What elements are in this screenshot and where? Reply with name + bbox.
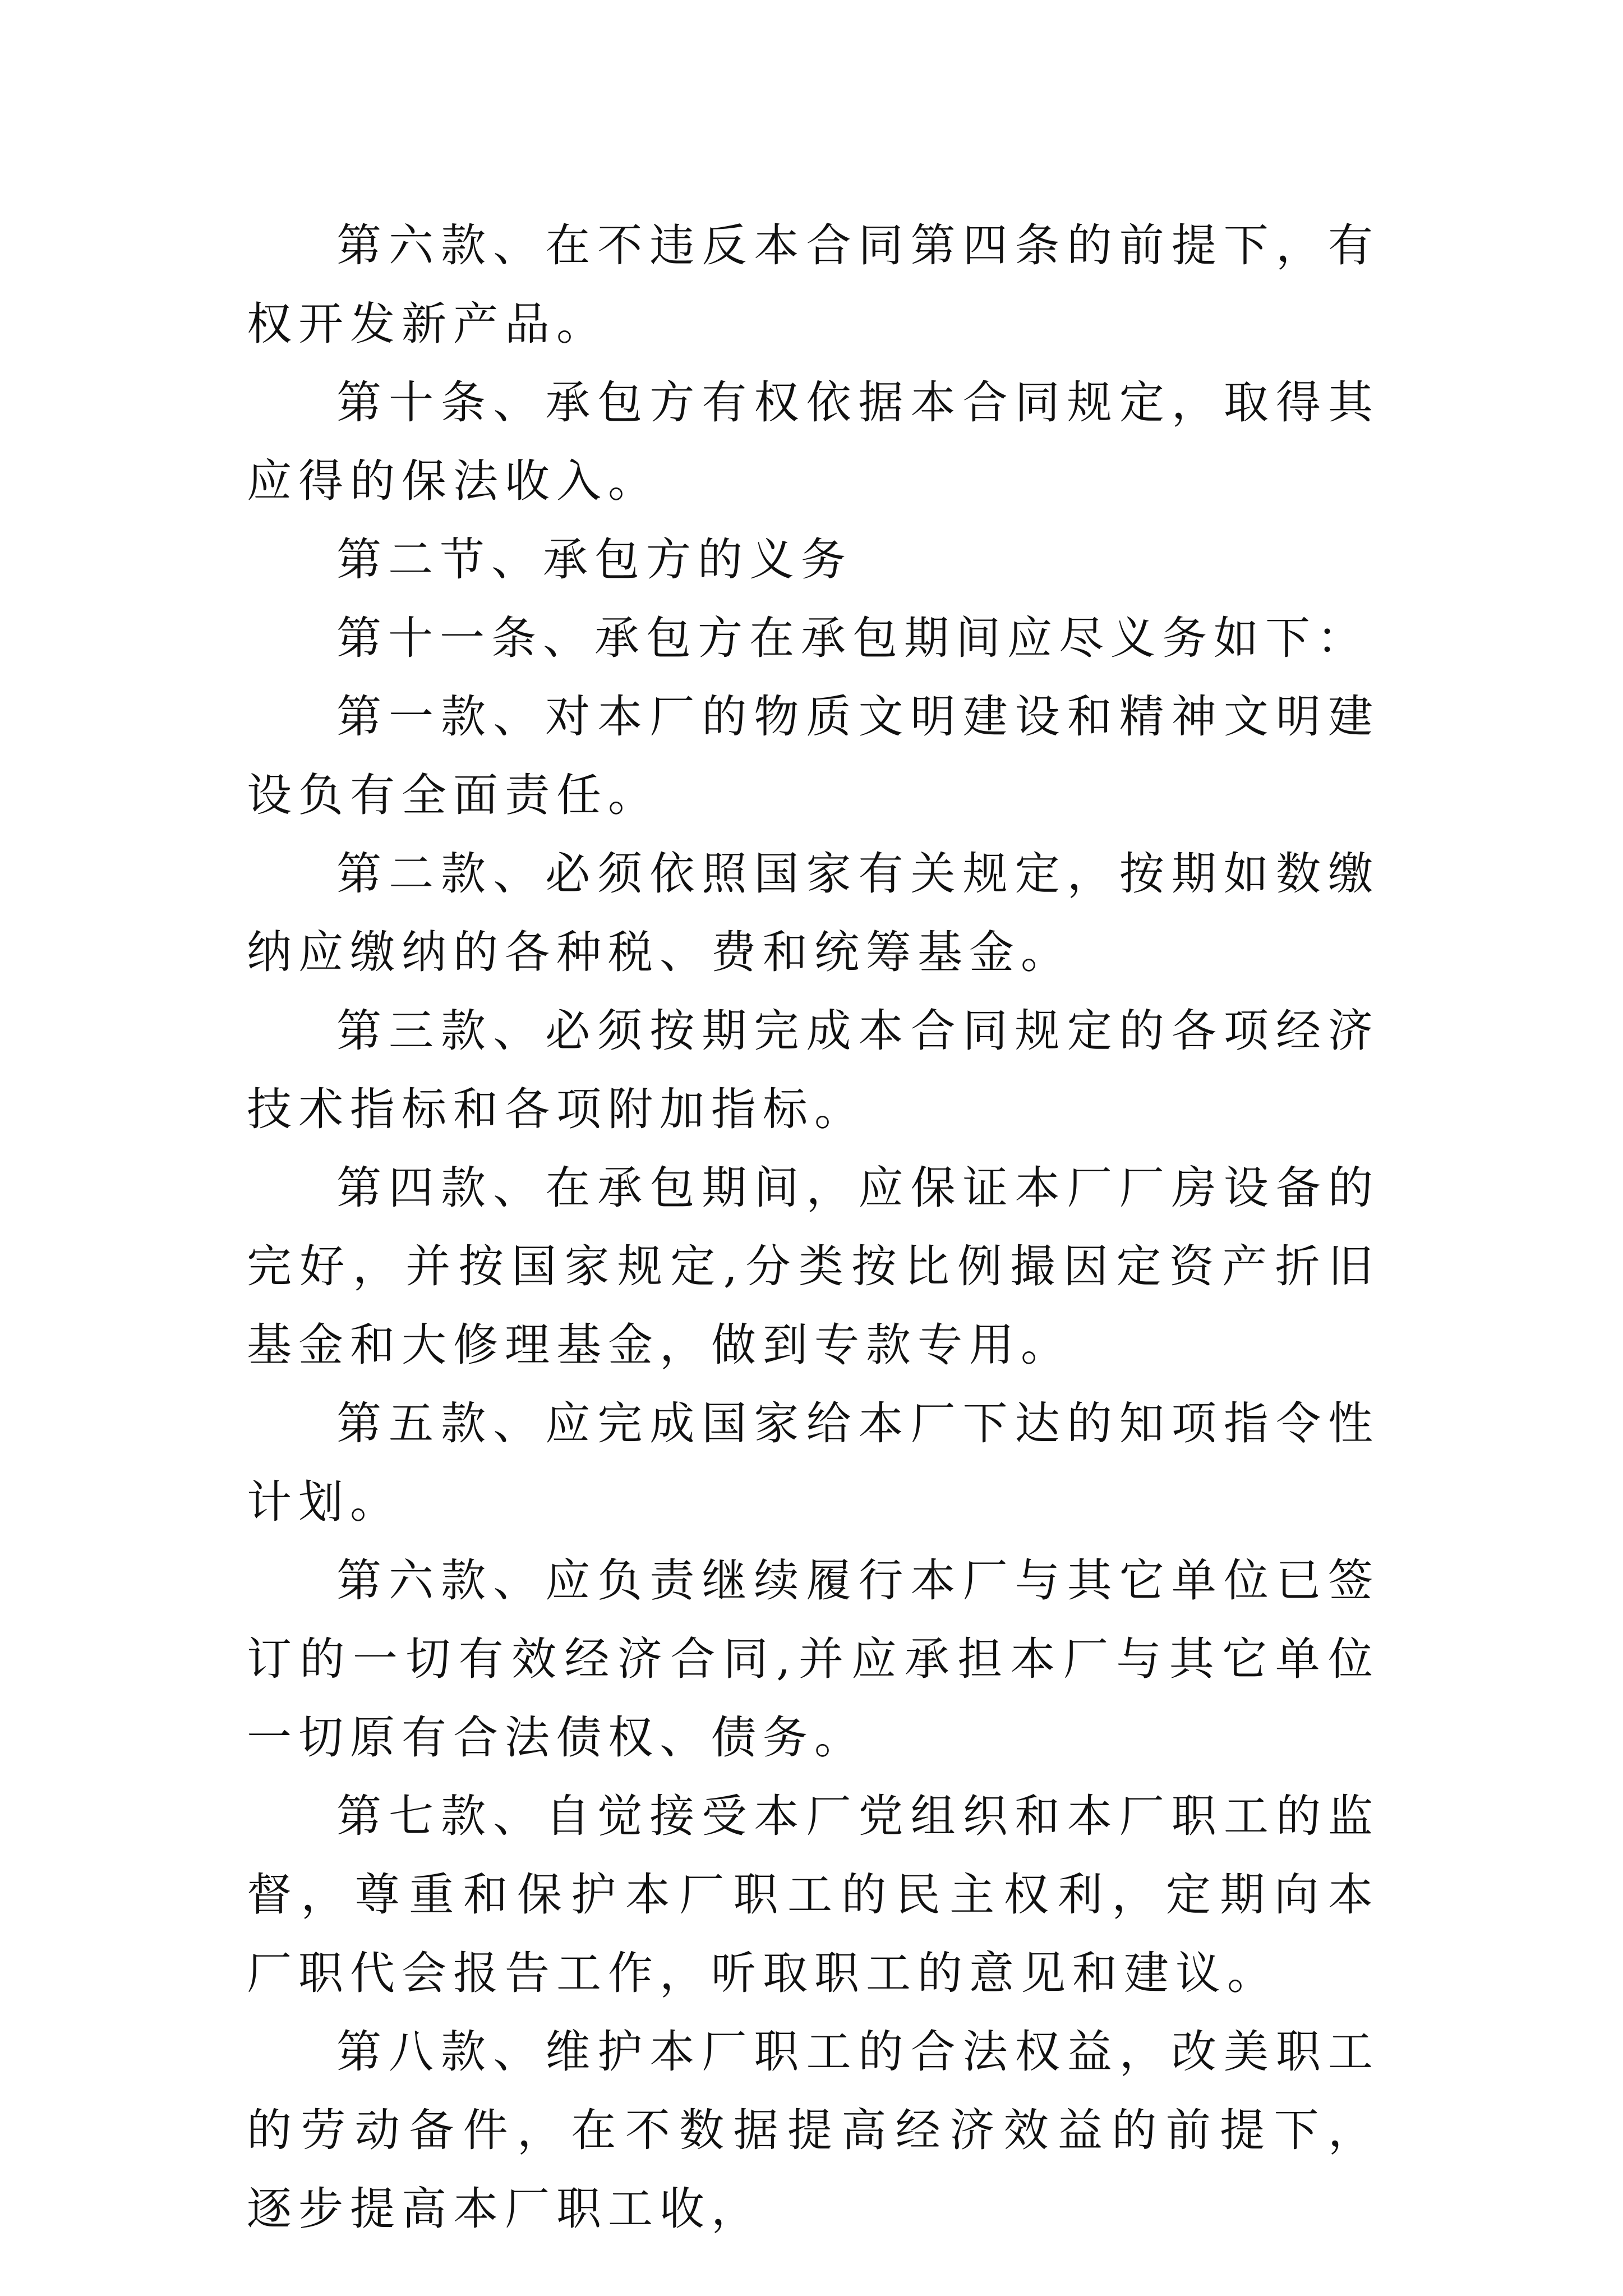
paragraph-10: 第六款、应负责继续履行本厂与其它单位已签订的一切有效经济合同,并应承担本厂与其它单位一切原有合法债权、债务。 [247,1554,1380,1764]
paragraph-1: 第六款、在不违反本合同第四条的前提下，有权开发新产品。 [247,219,1380,350]
paragraph-7: 第三款、必须按期完成本合同规定的各项经济技术指标和各项附加指标。 [247,1005,1380,1135]
paragraph-9: 第五款、应完成国家给本厂下达的知项指令性计划。 [247,1397,1380,1528]
paragraph-4: 第十一条、承包方在承包期间应尽义务如下： [336,612,1368,664]
section-heading: 第二节、承包方的义务 [336,533,852,586]
paragraph-11: 第七款、自觉接受本厂党组织和本厂职工的监督，尊重和保护本厂职工的民主权利，定期向本厂职代会报告工作，听取职工的意见和建议。 [247,1790,1380,1999]
paragraph-2: 第十条、承包方有权依据本合同规定，取得其应得的保法收入。 [247,376,1380,507]
paragraph-12: 第八款、维护本厂职工的合法权益，改美职工的劳动备件，在不数据提高经济效益的前提下，逐步提高本厂职工收， [247,2026,1380,2235]
paragraph-6: 第二款、必须依照国家有关规定，按期如数缴纳应缴纳的各种税、费和统筹基金。 [247,848,1380,978]
paragraph-8: 第四款、在承包期间，应保证本厂厂房设备的完好，并按国家规定,分类按比例撮因定资产折旧基金和大修理基金，做到专款专用。 [247,1162,1380,1371]
paragraph-5: 第一款、对本厂的物质文明建设和精神文明建设负有全面责任。 [247,691,1380,821]
document-body [247,206,1380,2248]
